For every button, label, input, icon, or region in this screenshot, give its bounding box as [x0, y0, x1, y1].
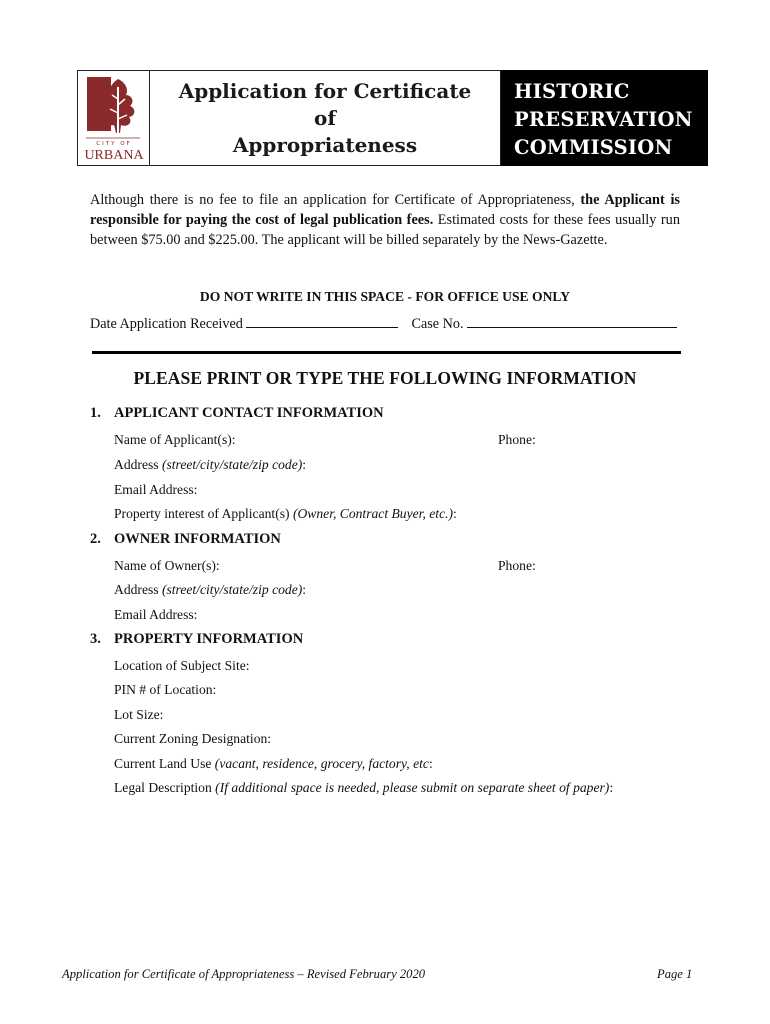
owner-address-hint: (street/city/state/zip code) — [161, 582, 303, 597]
date-received-field[interactable] — [246, 315, 398, 328]
print-instructions: PLEASE PRINT OR TYPE THE FOLLOWING INFORMATION — [133, 368, 637, 388]
owner-name-label: Name of Owner(s): — [114, 558, 220, 573]
zoning-label: Current Zoning Designation: — [114, 731, 272, 746]
page-number: Page 1 — [657, 967, 693, 981]
land-use-colon: : — [428, 756, 433, 771]
commission-line3: COMMISSION — [514, 136, 673, 159]
case-no-label: Case No. — [411, 316, 464, 332]
applicant-name-label: Name of Applicant(s): — [114, 432, 236, 447]
property-interest-colon: : — [453, 506, 457, 521]
form-title — [165, 78, 485, 159]
fee-notice-part1: Although there is no fee to file an application for Certificate of Appropriateness, — [90, 192, 581, 208]
section-1-number: 1. — [90, 405, 101, 421]
section-3-heading — [90, 631, 303, 648]
legal-description-text: Legal Description — [114, 780, 216, 795]
applicant-address-colon: : — [302, 457, 307, 472]
logo-city-name: URBANA — [84, 148, 144, 163]
form-title-box — [150, 70, 501, 166]
owner-phone-label: Phone: — [498, 558, 536, 573]
applicant-address-text: Address — [114, 457, 162, 472]
commission-line1: HISTORIC — [514, 80, 630, 103]
form-title-line2: Appropriateness — [232, 132, 418, 157]
section-2-title: OWNER INFORMATION — [114, 531, 281, 547]
section-3-number: 3. — [90, 631, 101, 647]
legal-description-label — [114, 780, 613, 796]
lot-size-label: Lot Size: — [114, 707, 164, 722]
case-no-field[interactable] — [467, 315, 677, 328]
legal-description-hint: (If additional space is needed, please submit on separate sheet of paper) — [215, 780, 610, 795]
owner-address-text: Address — [114, 582, 162, 597]
section-3-title: PROPERTY INFORMATION — [114, 631, 304, 647]
section-1-heading — [90, 405, 384, 422]
site-location-label: Location of Subject Site: — [114, 658, 250, 673]
footer-revision: Application for Certificate of Appropriateness – Revised February 2020 — [62, 967, 426, 981]
office-use-fields — [90, 315, 690, 333]
logo-city-of: CITY OF — [96, 141, 132, 147]
fee-notice-part2: Estimated costs for these fees usually run between $75.00 and $225.00. The applicant will be billed separately by the News-Gazette. — [90, 212, 680, 248]
property-interest-text: Property interest of Applicant(s) — [114, 506, 293, 521]
divider — [92, 351, 681, 354]
commission-banner — [501, 70, 708, 166]
owner-address-label — [114, 582, 306, 598]
owner-address-colon: : — [302, 582, 307, 597]
applicant-email-label: Email Address: — [114, 482, 198, 497]
land-use-hint: (vacant, residence, grocery, factory, etc — [214, 756, 429, 771]
commission-line2: PRESERVATION — [514, 108, 693, 131]
section-2-heading — [90, 531, 281, 548]
legal-description-colon: : — [609, 780, 614, 795]
city-logo — [77, 70, 150, 166]
applicant-address-hint: (street/city/state/zip code) — [161, 457, 303, 472]
applicant-phone-label: Phone: — [498, 432, 536, 447]
property-interest-hint: (Owner, Contract Buyer, etc.) — [292, 506, 454, 521]
form-title-line1: Application for Certificate of — [178, 78, 472, 130]
property-interest-label — [114, 506, 457, 522]
fee-notice — [90, 190, 680, 250]
date-received-label: Date Application Received — [90, 316, 243, 332]
pin-label: PIN # of Location: — [114, 682, 217, 697]
section-2-number: 2. — [90, 531, 101, 547]
oak-leaf-icon — [78, 71, 149, 165]
section-1-title: APPLICANT CONTACT INFORMATION — [114, 405, 384, 421]
applicant-address-label — [114, 457, 306, 473]
land-use-text: Current Land Use — [114, 756, 215, 771]
office-use-title: DO NOT WRITE IN THIS SPACE - FOR OFFICE USE ONLY — [199, 289, 571, 304]
fee-notice-bold: the Applicant is responsible for paying the cost of legal publication fees. — [90, 192, 680, 228]
owner-email-label: Email Address: — [114, 607, 198, 622]
land-use-label — [114, 756, 433, 772]
